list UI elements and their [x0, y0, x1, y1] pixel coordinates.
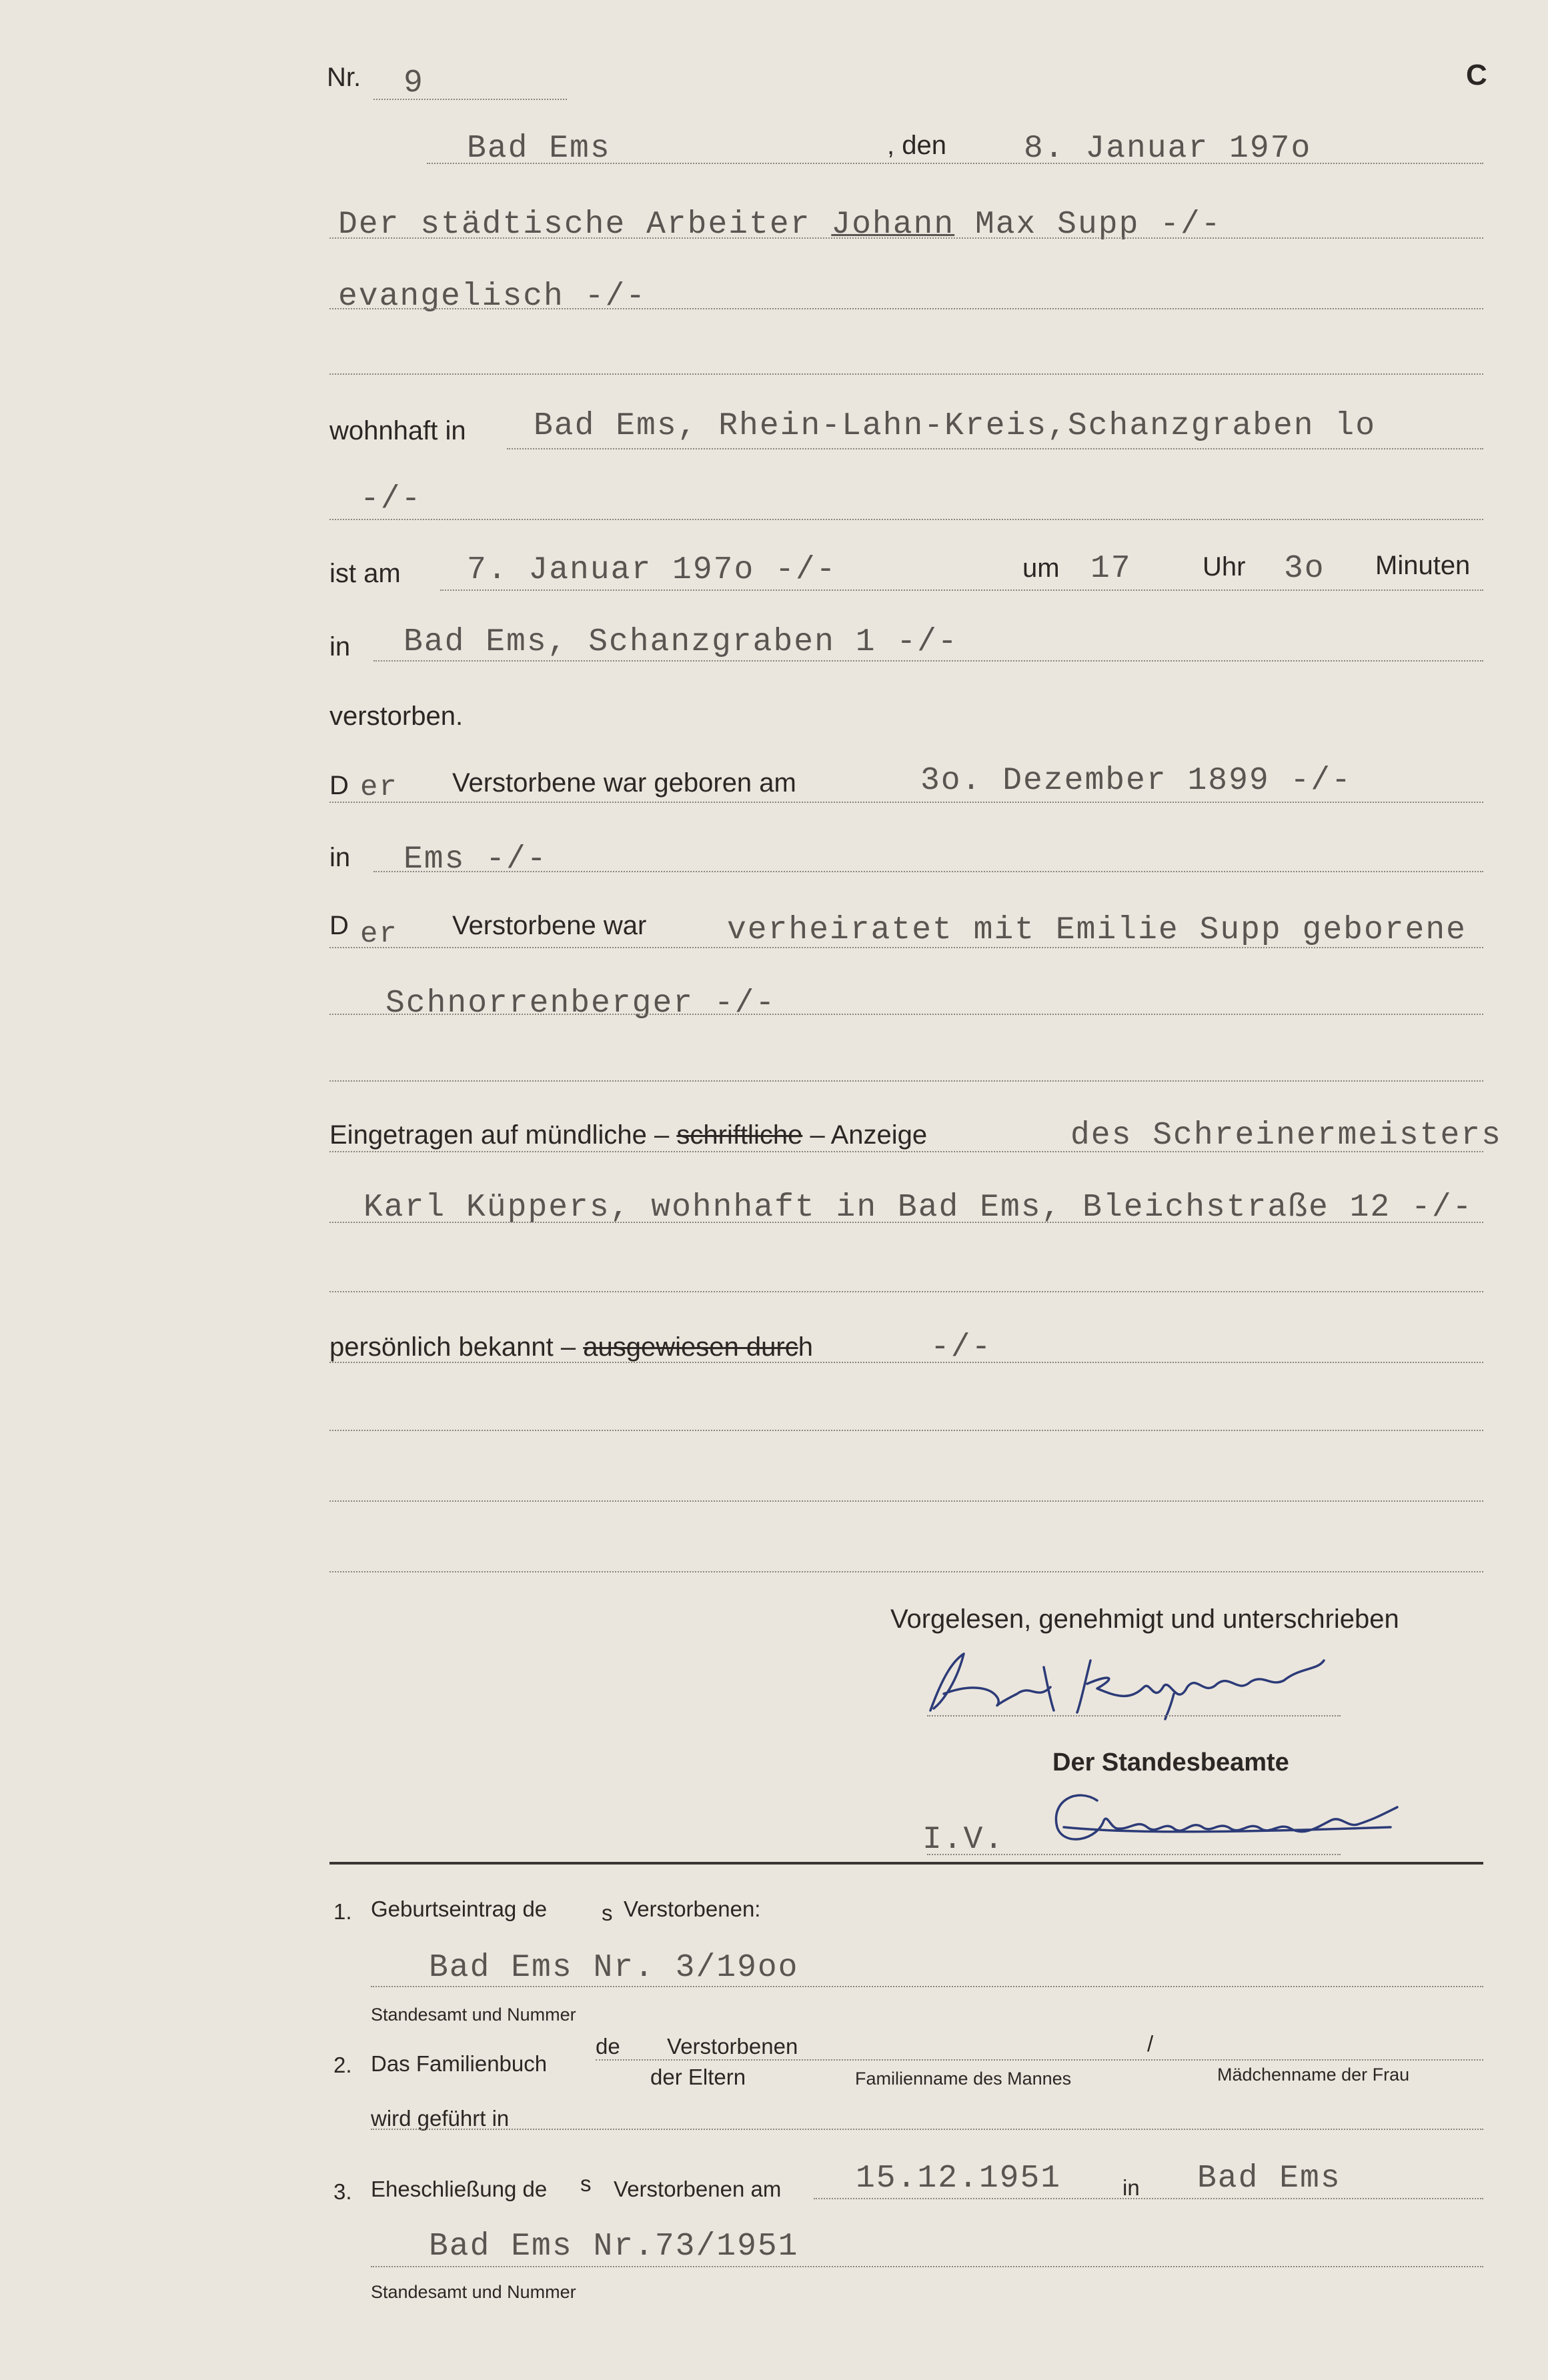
note2-slash: / — [1147, 2031, 1154, 2056]
ist-am-label: ist am — [329, 559, 401, 588]
person-line1-rule — [329, 237, 1483, 239]
death-hour: 17 — [1090, 551, 1132, 587]
note2-caption-mann: Familienname des Mannes — [855, 2069, 1072, 2089]
marriage-d-label: D — [329, 911, 349, 940]
note2-line — [596, 2059, 1483, 2061]
note2-verstorbenen: Verstorbenen — [667, 2034, 798, 2059]
religion-value: evangelisch -/- — [338, 279, 647, 315]
note3-label-b: Verstorbenen am — [614, 2177, 782, 2201]
signature-line-2 — [927, 1854, 1341, 1855]
wohnhaft-cont-line — [329, 519, 1483, 520]
blank-line-2 — [329, 1080, 1483, 1082]
blank-line-1 — [329, 373, 1483, 375]
person-occupation: Der städtische Arbeiter — [338, 207, 832, 243]
blank-line-6 — [329, 1571, 1483, 1572]
note2-de: de — [596, 2034, 620, 2059]
note1-num: 1. — [333, 1899, 352, 1924]
note1-label-b: Verstorbenen: — [624, 1897, 761, 1921]
note2-eltern: der Eltern — [650, 2065, 746, 2089]
note3-label-a: Eheschließung de — [371, 2177, 548, 2201]
nr-label: Nr. — [327, 63, 361, 92]
religion-line — [329, 308, 1483, 309]
eingetragen-label — [329, 1120, 927, 1150]
iv-label: I.V. — [922, 1822, 1005, 1858]
note1-s: s — [602, 1901, 613, 1925]
signature-line-1 — [927, 1715, 1341, 1716]
wohnhaft-label: wohnhaft in — [329, 416, 466, 445]
informant-value-2: Karl Küppers, wohnhaft in Bad Ems, Bleichstraße 12 -/- — [363, 1190, 1473, 1226]
note1-caption: Standesamt und Nummer — [371, 2005, 576, 2025]
death-date-line — [440, 589, 1483, 591]
death-place-line — [373, 660, 1483, 662]
bekannt-value: -/- — [930, 1330, 992, 1366]
birth-label: Verstorbene war geboren am — [452, 768, 796, 798]
nr-value: 9 — [404, 65, 424, 101]
marriage-value-1: verheiratet mit Emilie Supp geborene — [727, 912, 1467, 948]
note2-num: 2. — [333, 2053, 352, 2077]
note2-caption-frau: Mädchenname der Frau — [1217, 2065, 1410, 2085]
wohnhaft-line — [507, 448, 1483, 449]
birth-date: 3o. Dezember 1899 -/- — [920, 763, 1352, 799]
person-rest-name: Max Supp -/- — [954, 207, 1222, 243]
corner-letter: C — [1466, 59, 1487, 91]
nr-line — [373, 99, 567, 100]
blank-line-4 — [329, 1430, 1483, 1431]
death-minutes: 3o — [1284, 551, 1325, 587]
official-signature — [1037, 1780, 1411, 1854]
note3-in: in — [1122, 2175, 1140, 2200]
informant-signature — [917, 1647, 1344, 1720]
marriage-line-1 — [329, 947, 1483, 948]
note3-value: Bad Ems Nr.73/1951 — [429, 2229, 799, 2265]
section-divider — [329, 1862, 1483, 1865]
death-date: 7. Januar 197o -/- — [467, 552, 837, 588]
blank-line-5 — [329, 1500, 1483, 1502]
eingetragen-struck: schriftliche — [676, 1120, 803, 1150]
bekannt-label — [329, 1332, 813, 1362]
header-line — [427, 163, 1483, 164]
bekannt-line — [329, 1362, 1483, 1363]
verstorben-label: verstorben. — [329, 702, 464, 731]
wohnhaft-cont: -/- — [360, 481, 422, 517]
birth-in-label: in — [329, 843, 351, 872]
person-first-name: Johann — [831, 207, 955, 243]
marriage-line-2 — [329, 1014, 1483, 1015]
birth-d-suffix: er — [360, 771, 398, 804]
note3-value-line — [371, 2266, 1483, 2267]
note3-date: 15.12.1951 — [856, 2161, 1062, 2197]
bekannt-h: h — [798, 1332, 813, 1362]
marriage-value-2: Schnorrenberger -/- — [385, 986, 776, 1022]
note2-label: Das Familienbuch — [371, 2051, 548, 2076]
birth-date-line — [329, 802, 1483, 803]
bekannt-pre: persönlich bekannt – — [329, 1332, 576, 1362]
informant-line-2 — [329, 1222, 1483, 1223]
eingetragen-pre: Eingetragen auf mündliche – — [329, 1120, 670, 1150]
informant-value-1: des Schreinermeisters — [1070, 1118, 1502, 1154]
informant-line-1 — [329, 1151, 1483, 1152]
marriage-label: Verstorbene war — [452, 911, 647, 940]
standesbeamte-label: Der Standesbeamte — [1052, 1748, 1289, 1776]
marriage-d-suffix: er — [360, 918, 398, 951]
birth-d-label: D — [329, 771, 349, 800]
birth-place: Ems -/- — [404, 842, 548, 878]
uhr-label: Uhr — [1203, 552, 1246, 581]
note2-gefuehrt-line — [371, 2129, 1483, 2130]
birth-place-line — [373, 871, 1483, 872]
header-place: Bad Ems — [467, 131, 611, 167]
minuten-label: Minuten — [1375, 551, 1471, 580]
um-label: um — [1022, 553, 1060, 583]
eingetragen-post: – Anzeige — [810, 1120, 928, 1150]
note3-line — [814, 2198, 1483, 2199]
header-date: 8. Januar 197o — [1024, 131, 1312, 167]
note3-caption: Standesamt und Nummer — [371, 2282, 576, 2302]
blank-line-3 — [329, 1291, 1483, 1292]
note2-gefuehrt: wird geführt in — [371, 2106, 510, 2131]
note1-value: Bad Ems Nr. 3/19oo — [429, 1950, 799, 1986]
note1-label-a: Geburtseintrag de — [371, 1897, 548, 1921]
note3-num: 3. — [333, 2179, 352, 2204]
note3-s: s — [580, 2171, 592, 2196]
death-place: Bad Ems, Schanzgraben 1 -/- — [404, 624, 958, 660]
vorgelesen-label: Vorgelesen, genehmigt und unterschrieben — [890, 1604, 1399, 1634]
den-label: , den — [887, 131, 946, 160]
note1-line — [371, 1986, 1483, 1987]
note3-place: Bad Ems — [1197, 2161, 1341, 2197]
wohnhaft-value: Bad Ems, Rhein-Lahn-Kreis,Schanzgraben lo — [534, 408, 1376, 444]
bekannt-struck: ausgewiesen durc — [583, 1332, 798, 1362]
death-in-label: in — [329, 632, 351, 662]
